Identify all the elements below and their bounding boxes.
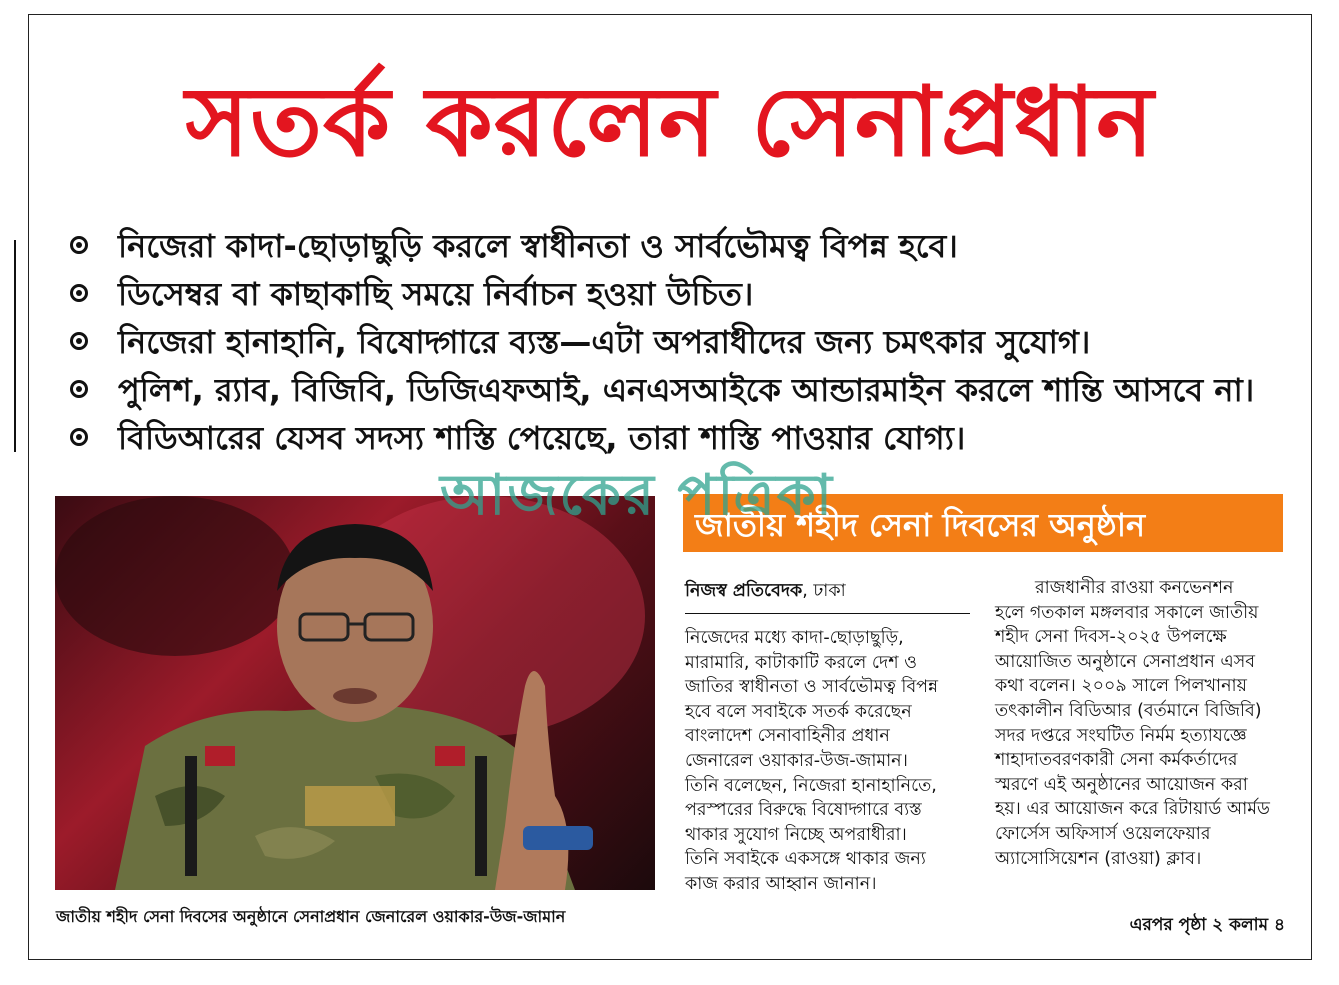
newspaper-watermark: আজকের পত্রিকা: [440, 463, 834, 528]
article-line: কথা বলেন। ২০০৯ সালে পিলখানায়: [995, 676, 1247, 697]
bullet-connector-line: [14, 240, 16, 452]
reporter-name: নিজস্ব প্রতিবেদক: [685, 581, 803, 601]
bullet-circle-icon: [70, 284, 88, 302]
article-line: থাকার সুযোগ নিচ্ছে অপরাধীরা।: [685, 824, 907, 845]
headline: সতর্ক করলেন সেনাপ্রধান: [185, 66, 1155, 178]
article-line: ফোর্সেস অফিসার্স ওয়েলফেয়ার: [995, 823, 1211, 844]
article-line: হয়। এর আয়োজন করে রিটায়ার্ড আর্মড: [995, 799, 1270, 820]
key-point-text: ডিসেম্বর বা কাছাকাছি সময়ে নির্বাচন হওয়া উচিত।: [118, 275, 754, 313]
article-line: সদর দপ্তরে সংঘটিত নির্মম হত্যাযজ্ঞে: [995, 725, 1247, 746]
photo-caption: জাতীয় শহীদ সেনা দিবসের অনুষ্ঠানে সেনাপ্রধান জেনারেল ওয়াকার-উজ-জামান: [56, 907, 566, 926]
banner-text: জাতীয় শহীদ সেনা দিবসের অনুষ্ঠান: [695, 506, 1146, 544]
article-line: অ্যাসোসিয়েশন (রাওয়া) ক্লাব।: [995, 848, 1202, 869]
bullet-circle-icon: [70, 380, 88, 398]
byline: [685, 578, 846, 607]
key-point: [66, 270, 1296, 318]
article-line: মারামারি, কাটাকাটি করলে দেশ ও: [685, 652, 917, 673]
article-line: নিজেদের মধ্যে কাদা-ছোড়াছুড়ি,: [685, 628, 904, 648]
byline-divider: [685, 613, 970, 614]
article-line: জাতির স্বাধীনতা ও সার্বভৌমত্ব বিপন্ন: [685, 677, 939, 698]
key-point: [66, 222, 1296, 270]
key-point-text: বিডিআরের যেসব সদস্য শাস্তি পেয়েছে, তারা শাস্তি পাওয়ার যোগ্য।: [118, 419, 966, 457]
article-line: হবে বলে সবাইকে সতর্ক করেছেন: [685, 701, 912, 722]
article-line: রাজধানীর রাওয়া কনভেনশন: [1035, 578, 1234, 598]
key-point-text: পুলিশ, র‍্যাব, বিজিবি, ডিজিএফআই, এনএসআইকে আন্ডারমাইন করলে শান্তি আসবে না।: [118, 371, 1255, 409]
article-line: তৎকালীন বিডিআর (বর্তমানে বিজিবি): [995, 700, 1262, 721]
continuation-note: এরপর পৃষ্ঠা ২ কলাম ৪: [1129, 915, 1285, 935]
article-line: স্মরণে এই অনুষ্ঠানের আয়োজন করা: [995, 774, 1248, 795]
article-column-1: [685, 626, 970, 897]
bullet-circle-icon: [70, 428, 88, 446]
key-point: [66, 366, 1296, 414]
article-line: তিনি বলেছেন, নিজেরা হানাহানিতে,: [685, 775, 937, 796]
key-point: [66, 318, 1296, 366]
key-point-text: নিজেরা হানাহানি, বিষোদ্গারে ব্যস্ত—এটা অপরাধীদের জন্য চমৎকার সুযোগ।: [118, 323, 1091, 361]
article-line: শাহাদাতবরণকারী সেনা কর্মকর্তাদের: [995, 750, 1238, 771]
key-point-text: নিজেরা কাদা-ছোড়াছুড়ি করলে স্বাধীনতা ও সার্বভৌমত্ব বিপন্ন হবে।: [118, 227, 958, 265]
article-line: কাজ করার আহ্বান জানান।: [685, 873, 877, 894]
bullet-circle-icon: [70, 236, 88, 254]
photo-illustration: [55, 496, 655, 890]
bullet-circle-icon: [70, 332, 88, 350]
article-line: হলে গতকাল মঙ্গলবার সকালে জাতীয়: [995, 602, 1259, 623]
article-line: শহীদ সেনা দিবস-২০২৫ উপলক্ষে: [995, 627, 1227, 648]
army-chief-photo: [55, 496, 655, 890]
article-line: আয়োজিত অনুষ্ঠানে সেনাপ্রধান এসব: [995, 651, 1256, 672]
article-line: তিনি সবাইকে একসঙ্গে থাকার জন্য: [685, 849, 926, 870]
key-points-list: [66, 222, 1296, 462]
article-line: জেনারেল ওয়াকার-উজ-জামান।: [685, 750, 908, 771]
article-line: পরস্পরের বিরুদ্ধে বিষোদ্গারে ব্যস্ত: [685, 800, 922, 821]
article-line: বাংলাদেশ সেনাবাহিনীর প্রধান: [685, 726, 890, 747]
article-column-2: [995, 576, 1285, 871]
dateline-place: , ঢাকা: [802, 581, 846, 601]
